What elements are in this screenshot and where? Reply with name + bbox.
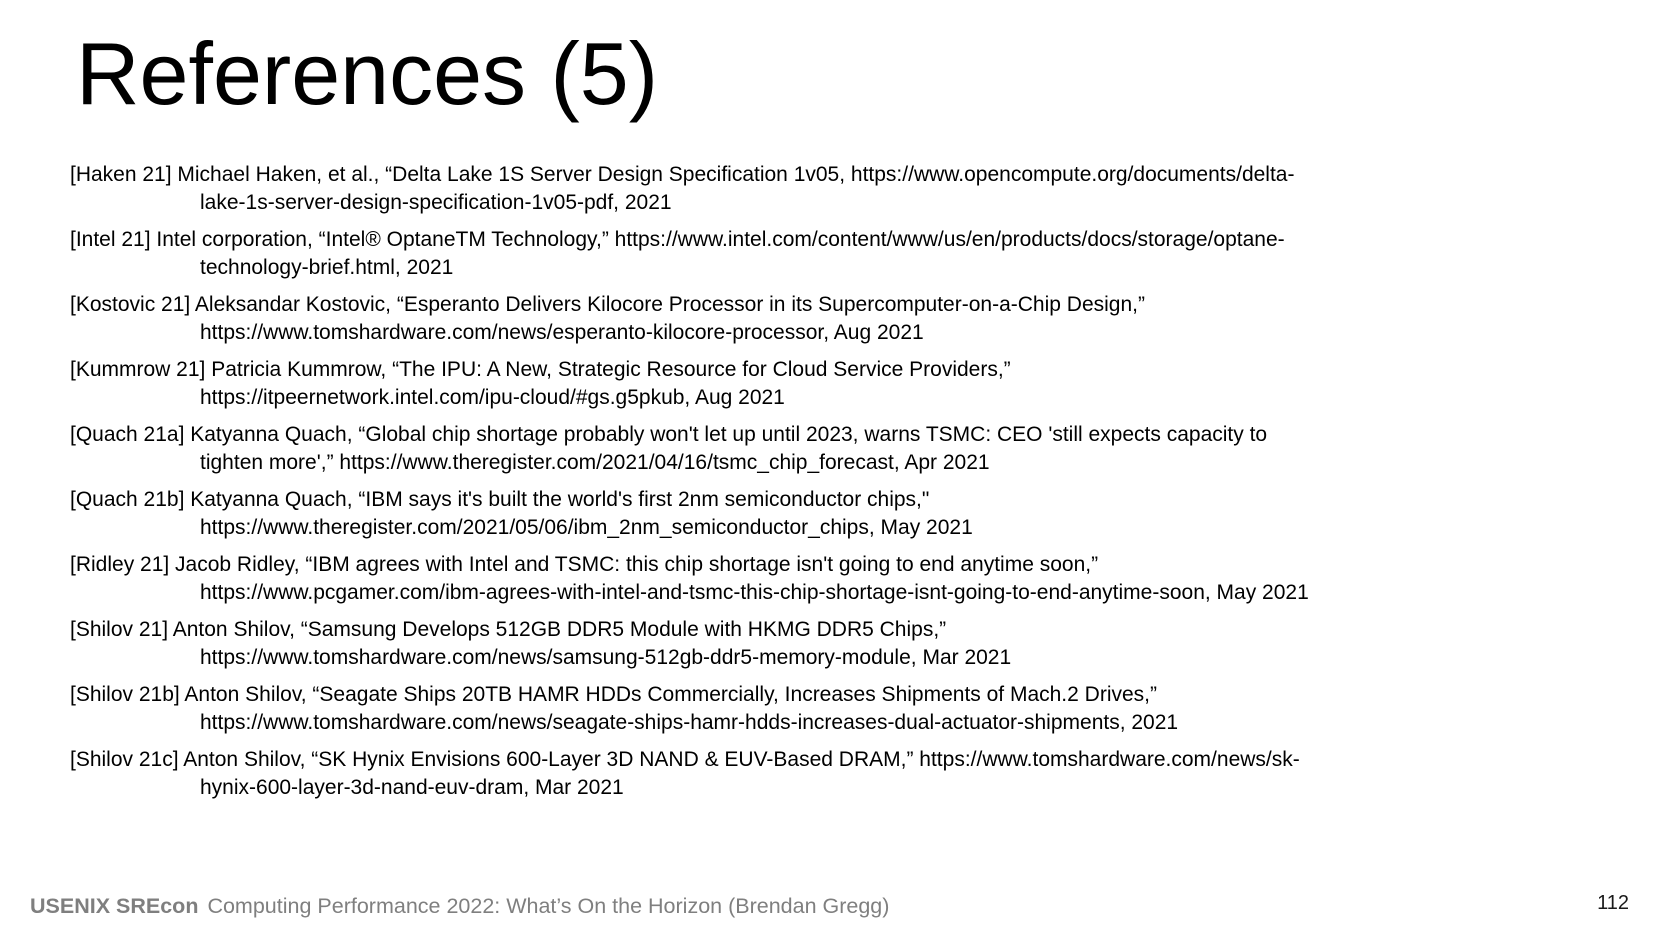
reference-text: [Shilov 21] Anton Shilov, “Samsung Develops 512GB DDR5 Module with HKMG DDR5 Chips,” [70,618,947,641]
page-title: References (5) [76,24,659,123]
reference-text-continuation: hynix-600-layer-3d-nand-euv-dram, Mar 2021 [200,775,624,799]
footer [30,894,889,919]
reference-text: [Shilov 21c] Anton Shilov, “SK Hynix Envisions 600-Layer 3D NAND & EUV-Based DRAM,” https://www.tomshardware.com/news/sk- [70,748,1300,771]
reference-text: [Ridley 21] Jacob Ridley, “IBM agrees with Intel and TSMC: this chip shortage isn't going to end anytime soon,” [70,553,1099,576]
reference-text: [Quach 21a] Katyanna Quach, “Global chip shortage probably won't let up until 2023, warns TSMC: CEO 'still expects capacity to [70,423,1268,446]
reference-text-continuation: https://www.theregister.com/2021/05/06/ibm_2nm_semiconductor_chips, May 2021 [200,515,973,539]
reference-text-continuation: https://www.tomshardware.com/news/esperanto-kilocore-processor, Aug 2021 [200,320,924,344]
reference-item [0,486,1654,541]
reference-text: [Intel 21] Intel corporation, “Intel® OptaneTM Technology,” https://www.intel.com/content/www/us/en/products/docs/storage/optane- [70,228,1285,251]
page-number: 112 [1597,892,1629,914]
reference-item [0,746,1654,801]
reference-text: [Kostovic 21] Aleksandar Kostovic, “Esperanto Delivers Kilocore Processor in its Supercomputer-on-a-Chip Design,” [70,293,1145,316]
reference-text-continuation: lake-1s-server-design-specification-1v05-pdf, 2021 [200,190,672,214]
reference-item [0,226,1654,281]
reference-item [0,161,1654,216]
footer-subtitle: Computing Performance 2022: What’s On the Horizon (Brendan Gregg) [207,894,890,918]
reference-text: [Quach 21b] Katyanna Quach, “IBM says it's built the world's first 2nm semiconductor chips," [70,488,930,511]
reference-item [0,681,1654,736]
reference-item [0,356,1654,411]
reference-text-continuation: tighten more',” https://www.theregister.com/2021/04/16/tsmc_chip_forecast, Apr 2021 [200,450,990,474]
reference-text-continuation: technology-brief.html, 2021 [200,255,454,279]
reference-item [0,291,1654,346]
reference-text: [Shilov 21b] Anton Shilov, “Seagate Ships 20TB HAMR HDDs Commercially, Increases Shipments of Mach.2 Drives,” [70,683,1157,706]
reference-text-continuation: https://www.tomshardware.com/news/seagate-ships-hamr-hdds-increases-dual-actuator-shipments, 2021 [200,710,1179,734]
reference-item [0,421,1654,476]
reference-text: [Haken 21] Michael Haken, et al., “Delta Lake 1S Server Design Specification 1v05, https://www.opencompute.org/documents/delta- [70,163,1295,186]
reference-text-continuation: https://www.tomshardware.com/news/samsung-512gb-ddr5-memory-module, Mar 2021 [200,645,1012,669]
reference-text: [Kummrow 21] Patricia Kummrow, “The IPU: A New, Strategic Resource for Cloud Service Providers,” [70,358,1011,381]
footer-brand: USENIX SREcon [30,894,199,918]
reference-text-continuation: https://www.pcgamer.com/ibm-agrees-with-intel-and-tsmc-this-chip-shortage-isnt-going-to-end-anytime-soon, May 2021 [200,580,1309,604]
reference-item [0,616,1654,671]
reference-text-continuation: https://itpeernetwork.intel.com/ipu-cloud/#gs.g5pkub, Aug 2021 [200,385,785,409]
reference-item [0,551,1654,606]
references-list [0,161,1654,811]
